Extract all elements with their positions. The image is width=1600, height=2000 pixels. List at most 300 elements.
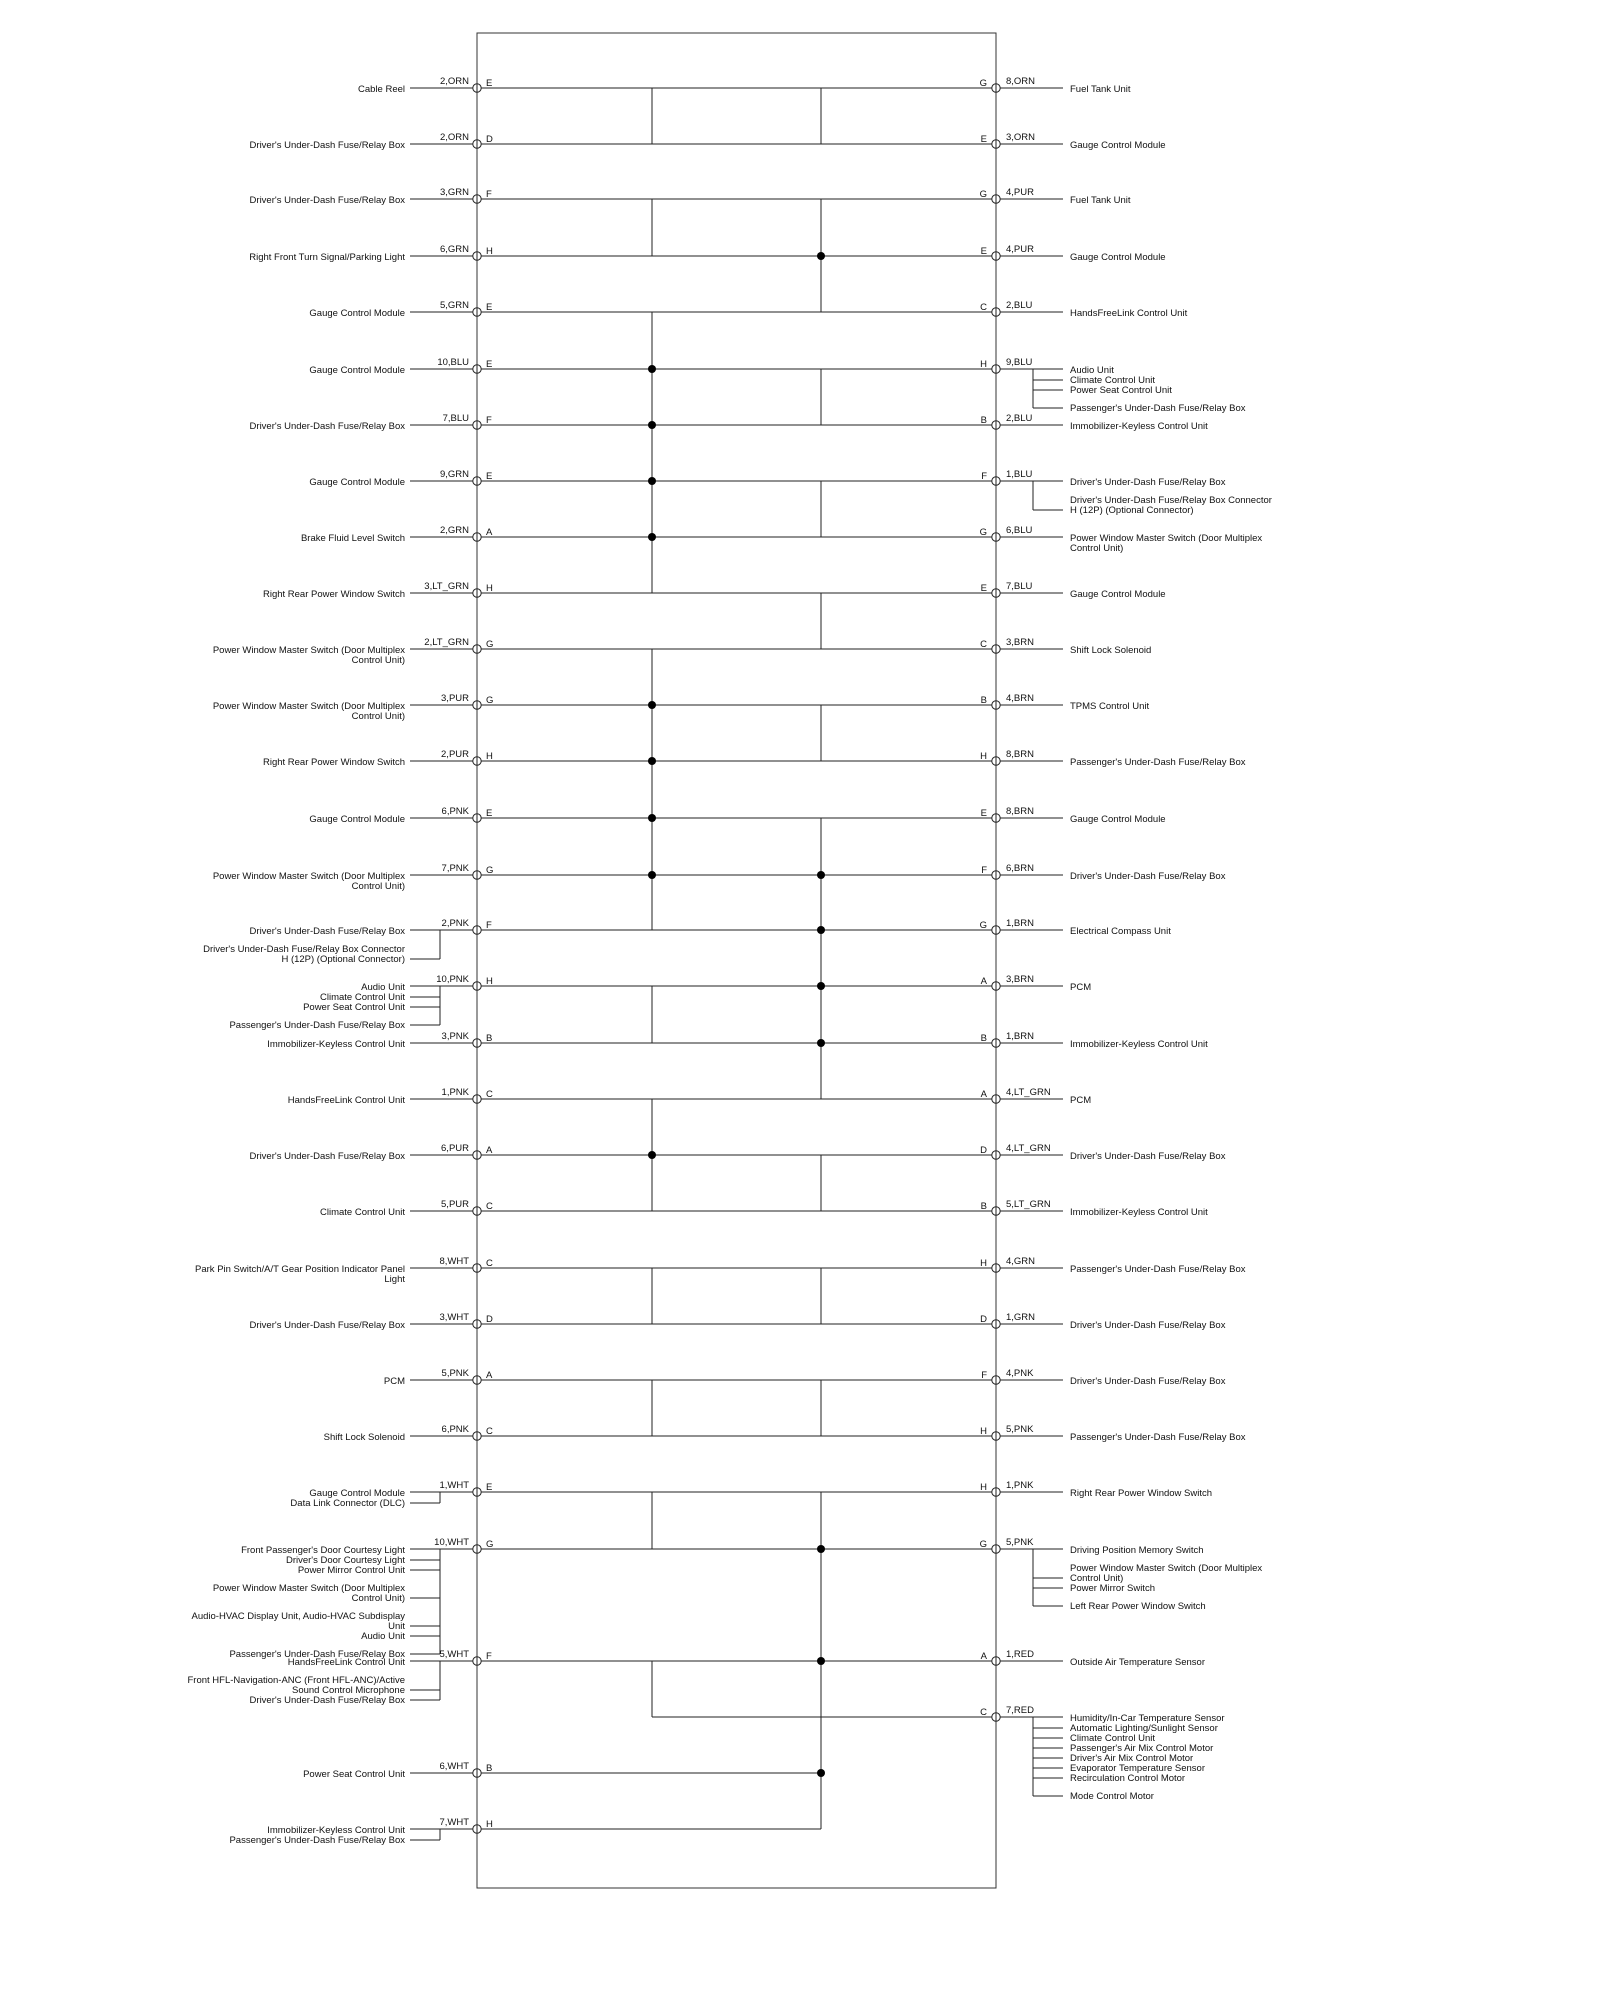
terminal-label: [250, 195, 406, 206]
terminal-label: [1070, 533, 1262, 554]
wire-code: 4,PUR: [1006, 244, 1034, 255]
left-terminal-row: [290, 1480, 492, 1509]
wire-code: 4,GRN: [1006, 1256, 1036, 1267]
right-terminal-row: [980, 357, 1246, 414]
splice-dot: [817, 1545, 825, 1553]
left-terminal-row: [309, 300, 492, 319]
wire-code: 6,PNK: [441, 806, 469, 817]
left-terminal-row: [267, 1031, 492, 1050]
terminal-label: [1070, 589, 1166, 600]
wire-code: 5,PNK: [1006, 1537, 1034, 1548]
pin-letter: F: [981, 865, 987, 876]
terminal-label: [195, 1264, 405, 1285]
terminal-label: [320, 1207, 405, 1218]
pin-letter: F: [486, 920, 492, 931]
splice-dot: [817, 926, 825, 934]
terminal-label: [309, 308, 405, 319]
terminal-label: [309, 477, 405, 488]
wire-code: 8,BRN: [1006, 806, 1034, 817]
pin-letter: A: [980, 1651, 987, 1662]
wire-code: 6,BRN: [1006, 863, 1034, 874]
wire-code: 3,GRN: [439, 187, 469, 198]
right-terminal-row: [981, 693, 1150, 712]
pin-letter: B: [980, 1201, 987, 1212]
terminal-label-line: Sound Control Microphone: [291, 1685, 405, 1696]
terminal-label-line: Passenger's Under-Dash Fuse/Relay Box: [1070, 757, 1246, 768]
wire-code: 10,PNK: [436, 974, 469, 985]
terminal-label-line: Immobilizer-Keyless Control Unit: [1070, 1207, 1208, 1218]
terminal-label-line: Gauge Control Module: [309, 477, 405, 488]
wire-code: 2,ORN: [439, 76, 469, 87]
splice-dot: [648, 365, 656, 373]
wire-code: 8,WHT: [439, 1256, 469, 1267]
pin-letter: C: [486, 1258, 493, 1269]
wire-code: 2,LT_GRN: [424, 637, 469, 648]
wire-code: 3,LT_GRN: [424, 581, 469, 592]
pin-letter: E: [486, 302, 493, 313]
terminal-label: [263, 757, 405, 768]
terminal-label-line: Driver's Under-Dash Fuse/Relay Box: [249, 1151, 405, 1162]
right-connection-loop: [652, 1492, 992, 1549]
pin-letter: F: [486, 189, 492, 200]
terminal-label-line: Driver's Under-Dash Fuse/Relay Box: [249, 926, 405, 937]
terminal-label: [229, 1835, 405, 1846]
right-terminal-row: [980, 637, 1151, 656]
wire-code: 5,GRN: [439, 300, 469, 311]
terminal-label-line: HandsFreeLink Control Unit: [287, 1657, 405, 1668]
pin-letter: G: [979, 527, 987, 538]
terminal-label: [298, 1565, 406, 1576]
right-terminal-row: [980, 1537, 1263, 1612]
terminal-label: [1070, 1432, 1246, 1443]
terminal-label: [290, 1498, 405, 1509]
right-connection-loop: [652, 649, 992, 930]
terminal-label-line: Power Window Master Switch (Door Multiplex: [212, 871, 405, 882]
terminal-label-line: TPMS Control Unit: [1070, 701, 1150, 712]
terminal-label-line: Driver's Under-Dash Fuse/Relay Box: [1070, 1151, 1226, 1162]
terminal-label-line: Immobilizer-Keyless Control Unit: [1070, 421, 1208, 432]
terminal-label-line: Power Window Master Switch (Door Multiplex: [212, 701, 405, 712]
wire-code: 1,RED: [1006, 1649, 1034, 1660]
terminal-label: [1070, 1376, 1226, 1387]
terminal-label-line: Brake Fluid Level Switch: [300, 533, 405, 544]
wire-code: 6,BLU: [1006, 525, 1033, 536]
wire-code: 1,WHT: [439, 1480, 469, 1491]
left-terminal-row: [303, 1761, 492, 1780]
wire-code: 5,WHT: [439, 1649, 469, 1660]
terminal-label: [1070, 140, 1166, 151]
wire-code: 5,PUR: [441, 1199, 469, 1210]
terminal-label: [1070, 871, 1226, 882]
terminal-label: [1070, 477, 1226, 488]
wire-code: 5,PNK: [441, 1368, 469, 1379]
left-terminal-row: [263, 581, 493, 600]
right-terminal-row: [980, 1143, 1226, 1162]
left-terminal-row: [229, 974, 493, 1031]
right-terminal-row: [981, 974, 1092, 993]
right-terminal-row: [980, 918, 1172, 937]
terminal-label: [229, 1020, 405, 1031]
left-connection-loop: [481, 1268, 821, 1324]
terminal-label: [1070, 1207, 1208, 1218]
terminal-label: [1070, 1320, 1226, 1331]
terminal-label: [1070, 1488, 1212, 1499]
right-terminal-row: [980, 1424, 1246, 1443]
terminal-label-line: Driver's Under-Dash Fuse/Relay Box: [1070, 477, 1226, 488]
splice-dot: [648, 757, 656, 765]
wire-code: 10,WHT: [434, 1537, 469, 1548]
terminal-label: [1070, 1264, 1246, 1275]
splice-dot: [648, 477, 656, 485]
wire-code: 4,LT_GRN: [1006, 1087, 1051, 1098]
right-connection-loop: [652, 199, 992, 256]
pin-letter: G: [486, 639, 494, 650]
terminal-label: [1070, 403, 1246, 414]
right-terminal-row: [981, 132, 1166, 151]
terminal-label: [288, 1657, 406, 1668]
pin-letter: C: [980, 639, 987, 650]
terminal-label-line: Driver's Under-Dash Fuse/Relay Box: [1070, 1320, 1226, 1331]
wire-code: 3,ORN: [1006, 132, 1036, 143]
terminal-label-line: Unit: [388, 1621, 405, 1632]
terminal-label: [1070, 1095, 1091, 1106]
wire-code: 2,GRN: [439, 525, 469, 536]
terminal-label-line: Climate Control Unit: [1070, 1733, 1155, 1744]
terminal-label: [1070, 195, 1131, 206]
terminal-label: [249, 252, 405, 263]
pin-letter: B: [980, 1033, 987, 1044]
right-terminal-row: [981, 1087, 1092, 1106]
pin-letter: C: [486, 1201, 493, 1212]
terminal-label-line: PCM: [383, 1376, 405, 1387]
terminal-label-line: Power Window Master Switch (Door Multiplex: [212, 1583, 405, 1594]
wire-code: 9,BLU: [1006, 357, 1033, 368]
terminal-label: [288, 1095, 406, 1106]
pin-letter: D: [486, 134, 493, 145]
right-terminal-row: [981, 863, 1226, 882]
terminal-label: [213, 645, 405, 666]
splice-dot: [817, 1039, 825, 1047]
left-connection-loop: [481, 705, 821, 761]
terminal-label: [303, 1002, 405, 1013]
right-terminal-row: [980, 1705, 1224, 1802]
terminal-label-line: Immobilizer-Keyless Control Unit: [267, 1039, 405, 1050]
wire-code: 10,BLU: [437, 357, 469, 368]
terminal-label: [267, 1039, 405, 1050]
wire-code: 7,RED: [1006, 1705, 1034, 1716]
terminal-label: [213, 1583, 405, 1604]
terminal-label-line: Immobilizer-Keyless Control Unit: [267, 1825, 405, 1836]
right-terminal-row: [981, 1649, 1205, 1668]
connector-body: [477, 33, 996, 1888]
terminal-label: [301, 533, 405, 544]
wire-code: 2,PNK: [441, 918, 469, 929]
left-terminal-row: [192, 1537, 494, 1660]
terminal-label-line: PCM: [1070, 1095, 1092, 1106]
pin-letter: H: [486, 976, 493, 987]
wire-code: 1,GRN: [1006, 1312, 1036, 1323]
pin-letter: C: [486, 1426, 493, 1437]
pin-letter: G: [979, 189, 987, 200]
left-terminal-row: [358, 76, 492, 95]
wire-code: 1,BLU: [1006, 469, 1033, 480]
pin-letter: A: [486, 1370, 493, 1381]
pin-letter: E: [980, 246, 987, 257]
right-terminal-row: [981, 806, 1166, 825]
terminal-label-line: Evaporator Temperature Sensor: [1070, 1763, 1206, 1774]
pin-letter: H: [486, 751, 493, 762]
terminal-label-line: Gauge Control Module: [1070, 252, 1166, 263]
right-terminal-row: [981, 244, 1166, 263]
wire-code: 8,BRN: [1006, 749, 1034, 760]
terminal-label: [361, 1631, 405, 1642]
terminal-label-line: Power Seat Control Unit: [1070, 385, 1172, 396]
pin-letter: E: [486, 808, 493, 819]
terminal-label-line: Front HFL-Navigation-ANC (Front HFL-ANC)/Active: [187, 1675, 405, 1686]
terminal-label-line: Driver's Under-Dash Fuse/Relay Box: [249, 140, 405, 151]
right-terminal-row: [980, 1312, 1226, 1331]
splice-dot: [817, 1657, 825, 1665]
terminal-label-line: Gauge Control Module: [309, 814, 405, 825]
pin-letter: E: [486, 1482, 493, 1493]
pin-letter: H: [980, 1258, 987, 1269]
terminal-label-line: HandsFreeLink Control Unit: [287, 1095, 405, 1106]
terminal-label: [1070, 1791, 1154, 1802]
terminal-label-line: Control Unit): [351, 881, 405, 892]
left-connection-loop: [481, 818, 821, 1099]
terminal-label: [303, 1769, 405, 1780]
wire-code: 2,ORN: [439, 132, 469, 143]
wire-layer: [481, 88, 992, 1829]
pin-letter: C: [980, 1707, 987, 1718]
pin-letter: G: [979, 920, 987, 931]
terminal-label-line: Power Seat Control Unit: [303, 1002, 405, 1013]
terminal-label: [1070, 982, 1091, 993]
wire-code: 5,LT_GRN: [1006, 1199, 1051, 1210]
terminal-label-line: HandsFreeLink Control Unit: [1070, 308, 1188, 319]
terminal-label: [188, 1675, 406, 1696]
right-terminal-row: [980, 1256, 1246, 1275]
wire-code: 4,LT_GRN: [1006, 1143, 1051, 1154]
left-terminal-row: [263, 749, 493, 768]
terminal-label-line: Gauge Control Module: [1070, 140, 1166, 151]
terminal-label-line: Data Link Connector (DLC): [290, 1498, 405, 1509]
right-connection-loop: [652, 312, 992, 593]
pin-letter: C: [980, 302, 987, 313]
pin-letter: G: [486, 865, 494, 876]
terminal-label-line: Fuel Tank Unit: [1070, 195, 1131, 206]
terminal-label-line: Outside Air Temperature Sensor: [1070, 1657, 1206, 1668]
splice-dot: [648, 421, 656, 429]
right-connection-loop: [652, 88, 992, 144]
left-terminal-row: [213, 637, 494, 666]
pin-letter: G: [979, 78, 987, 89]
terminal-label-line: PCM: [1070, 982, 1092, 993]
terminal-label: [250, 140, 406, 151]
terminal-label: [358, 84, 405, 95]
terminal-label: [250, 1320, 406, 1331]
terminal-label: [309, 814, 405, 825]
left-connection-loop: [481, 1155, 821, 1211]
splice-dot: [648, 871, 656, 879]
right-terminal-row: [980, 300, 1187, 319]
pin-letter: H: [980, 1426, 987, 1437]
terminal-label-line: Driver's Under-Dash Fuse/Relay Box: [249, 1320, 405, 1331]
terminal-label-line: Power Window Master Switch (Door Multiplex: [212, 645, 405, 656]
terminal-label: [1070, 1773, 1185, 1784]
right-terminal-row: [980, 187, 1131, 206]
splice-dot: [817, 871, 825, 879]
terminal-label-line: Gauge Control Module: [1070, 589, 1166, 600]
terminal-label: [1070, 1545, 1204, 1556]
wire-code: 7,BLU: [442, 413, 469, 424]
right-terminal-row: [981, 1368, 1226, 1387]
splice-dot: [648, 533, 656, 541]
right-connection-loop: [652, 1268, 992, 1324]
wire-code: 3,WHT: [439, 1312, 469, 1323]
terminal-label-line: Climate Control Unit: [320, 992, 405, 1003]
terminal-label-line: Driver's Under-Dash Fuse/Relay Box: [249, 1695, 405, 1706]
terminal-label-line: Passenger's Under-Dash Fuse/Relay Box: [229, 1835, 405, 1846]
right-terminal-row: [981, 1199, 1208, 1218]
left-connection-loop: [481, 88, 821, 144]
pin-letter: H: [486, 1819, 493, 1830]
terminal-label-line: Passenger's Air Mix Control Motor: [1070, 1743, 1214, 1754]
pin-letter: F: [486, 1651, 492, 1662]
wire-code: 9,GRN: [439, 469, 469, 480]
pin-letter: D: [486, 1314, 493, 1325]
terminal-label-line: Left Rear Power Window Switch: [1070, 1601, 1206, 1612]
terminal-label: [1070, 1151, 1226, 1162]
terminal-label-line: Electrical Compass Unit: [1070, 926, 1171, 937]
pin-letter: D: [980, 1314, 987, 1325]
terminal-label-line: Driver's Under-Dash Fuse/Relay Box Connector: [1070, 495, 1272, 506]
terminal-label-line: Driving Position Memory Switch: [1070, 1545, 1204, 1556]
wire-code: 1,PNK: [1006, 1480, 1034, 1491]
terminal-label: [250, 1151, 406, 1162]
terminal-label-line: Fuel Tank Unit: [1070, 84, 1131, 95]
pin-letter: F: [981, 471, 987, 482]
left-terminal-row: [250, 413, 492, 432]
left-terminal-row: [309, 357, 492, 376]
splice-dot: [648, 814, 656, 822]
terminal-label: [384, 1376, 405, 1387]
terminal-label: [213, 871, 405, 892]
right-terminal-row: [980, 749, 1246, 768]
wire-code: 4,PUR: [1006, 187, 1034, 198]
terminal-label: [250, 1695, 406, 1706]
left-terminal-row: [249, 244, 493, 263]
pin-letter: G: [979, 1539, 987, 1550]
wire-code: 1,BRN: [1006, 918, 1034, 929]
pin-letter: F: [486, 415, 492, 426]
right-terminal-row: [981, 1031, 1208, 1050]
terminal-label-line: Gauge Control Module: [309, 1488, 405, 1499]
terminal-label: [1070, 757, 1246, 768]
terminal-label-line: Control Unit): [351, 1593, 405, 1604]
pin-letter: A: [486, 1145, 493, 1156]
terminal-label-line: Driver's Air Mix Control Motor: [1070, 1753, 1194, 1764]
terminal-label: [1070, 252, 1166, 263]
left-terminal-group: [188, 76, 494, 1846]
pin-letter: E: [980, 583, 987, 594]
pin-letter: D: [980, 1145, 987, 1156]
wire-code: 7,WHT: [439, 1817, 469, 1828]
splice-dot: [817, 252, 825, 260]
terminal-label-line: Right Rear Power Window Switch: [262, 589, 405, 600]
wire-code: 6,GRN: [439, 244, 469, 255]
terminal-label-line: Driver's Under-Dash Fuse/Relay Box: [1070, 1376, 1226, 1387]
wire-code: 6,WHT: [439, 1761, 469, 1772]
terminal-label-line: Passenger's Under-Dash Fuse/Relay Box: [1070, 403, 1246, 414]
terminal-label: [324, 1432, 405, 1443]
terminal-label-line: Park Pin Switch/A/T Gear Position Indicator Panel: [195, 1264, 405, 1275]
left-terminal-row: [203, 918, 492, 965]
terminal-label-line: Humidity/In-Car Temperature Sensor: [1070, 1713, 1225, 1724]
terminal-label-line: Control Unit): [1070, 543, 1124, 554]
terminal-label-line: Driver's Under-Dash Fuse/Relay Box: [249, 421, 405, 432]
terminal-label-line: Driver's Door Courtesy Light: [285, 1555, 405, 1566]
wire-code: 4,PNK: [1006, 1368, 1034, 1379]
terminal-label-line: Right Rear Power Window Switch: [262, 757, 405, 768]
terminal-label-line: Power Mirror Switch: [1070, 1583, 1155, 1594]
left-terminal-row: [324, 1424, 493, 1443]
left-terminal-row: [195, 1256, 493, 1285]
wire-code: 4,BRN: [1006, 693, 1034, 704]
wire-code: 1,PNK: [441, 1087, 469, 1098]
terminal-label-line: Right Rear Power Window Switch: [1070, 1488, 1213, 1499]
terminal-label: [1070, 1583, 1155, 1594]
terminal-label: [1070, 1563, 1262, 1584]
left-terminal-row: [229, 1817, 493, 1846]
pin-letter: G: [486, 695, 494, 706]
left-terminal-row: [301, 525, 493, 544]
terminal-label-line: Recirculation Control Motor: [1070, 1773, 1186, 1784]
wire-code: 3,BRN: [1006, 974, 1034, 985]
left-terminal-row: [309, 469, 492, 488]
terminal-label: [1070, 385, 1172, 396]
terminal-label-line: Passenger's Under-Dash Fuse/Relay Box: [1070, 1264, 1246, 1275]
terminal-label-line: Power Seat Control Unit: [303, 1769, 405, 1780]
terminal-label-line: Shift Lock Solenoid: [1070, 645, 1152, 656]
terminal-label-line: Shift Lock Solenoid: [323, 1432, 405, 1443]
terminal-label-line: Passenger's Under-Dash Fuse/Relay Box: [229, 1649, 405, 1660]
terminal-label-line: Gauge Control Module: [1070, 814, 1166, 825]
pin-letter: B: [486, 1033, 493, 1044]
pin-letter: G: [486, 1539, 494, 1550]
pin-letter: A: [486, 527, 493, 538]
terminal-label-line: Climate Control Unit: [320, 1207, 405, 1218]
terminal-label-line: Audio Unit: [1070, 365, 1114, 376]
splice-dot: [648, 701, 656, 709]
pin-letter: E: [980, 808, 987, 819]
right-terminal-row: [980, 1480, 1212, 1499]
right-connection-loop: [652, 1099, 992, 1211]
terminal-label-line: Automatic Lighting/Sunlight Sensor: [1070, 1723, 1218, 1734]
wire-code: 6,PNK: [441, 1424, 469, 1435]
pin-letter: B: [486, 1763, 493, 1774]
terminal-label-line: Right Front Turn Signal/Parking Light: [249, 252, 405, 263]
right-connection-loop: [652, 986, 992, 1043]
pin-letter: A: [980, 1089, 987, 1100]
terminal-label: [1070, 1601, 1206, 1612]
terminal-label: [1070, 308, 1188, 319]
wire-code: 3,PNK: [441, 1031, 469, 1042]
wire-code: 7,PNK: [441, 863, 469, 874]
pin-letter: A: [980, 976, 987, 987]
terminal-label-line: Driver's Under-Dash Fuse/Relay Box: [1070, 871, 1226, 882]
left-connection-loop: [481, 593, 821, 649]
